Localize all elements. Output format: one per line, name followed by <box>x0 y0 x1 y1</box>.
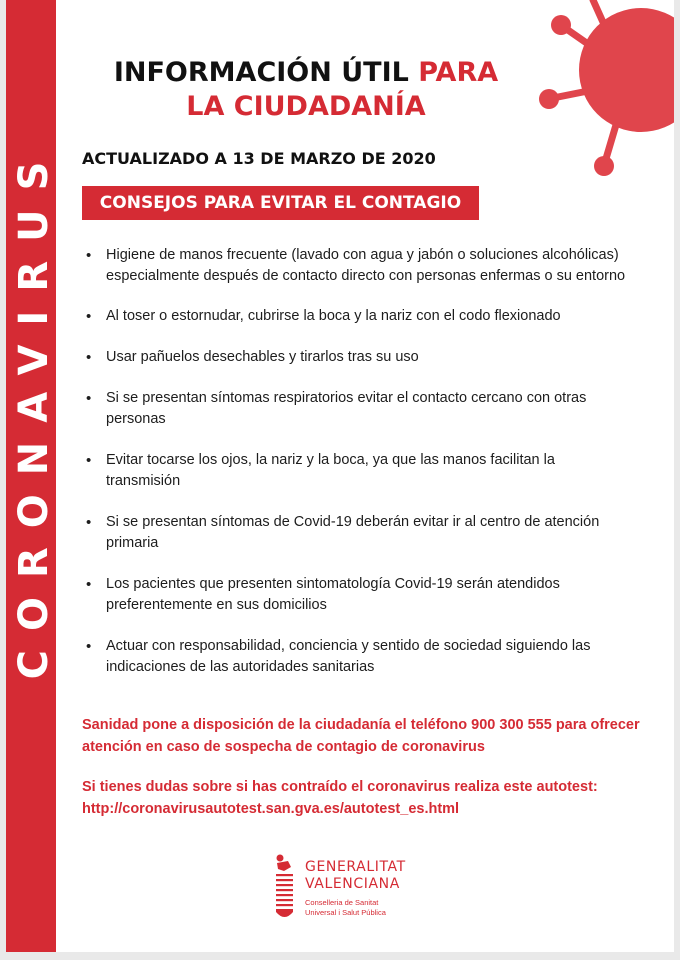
list-item: • Evitar tocarse los ojos, la nariz y la boca, ya que las manos facilitan la transmisión <box>82 450 627 492</box>
generalitat-crest-icon <box>274 852 296 924</box>
logo-name <box>305 859 406 893</box>
logo-sub2: Universal i Salut Pública <box>305 907 386 917</box>
title-line2: LA CIUDADANÍA <box>186 91 426 122</box>
title-line1-black: INFORMACIÓN ÚTIL <box>113 57 409 88</box>
logo-sub1: Conselleria de Sanitat <box>305 898 379 907</box>
list-item: • Los pacientes que presenten sintomatología Covid-19 serán atendidos preferentemente en sus domicilios <box>82 574 627 616</box>
updated-date: ACTUALIZADO A 13 DE MARZO DE 2020 <box>82 149 436 168</box>
tips-list <box>82 245 627 678</box>
list-item: • Si se presentan síntomas respiratorios evitar el contacto cercano con otras personas <box>82 388 627 430</box>
list-item: • Usar pañuelos desechables y tirarlos tras su uso <box>82 347 627 368</box>
title-line1-red: PARA <box>418 57 499 88</box>
logo-line2: VALENCIANA <box>305 876 400 892</box>
section-banner: CONSEJOS PARA EVITAR EL CONTAGIO <box>82 186 479 220</box>
side-label: CORONAVIRUS <box>11 142 57 680</box>
page-title <box>86 56 526 124</box>
logo-line1: GENERALITAT <box>305 859 406 875</box>
autotest-notice: Si tienes dudas sobre si has contraído el coronavirus realiza este autotest: http://coronavirusautotest.san.gva.es/autotest_es.html <box>82 779 598 817</box>
virus-icon <box>521 0 674 200</box>
list-item: • Al toser o estornudar, cubrirse la boca y la nariz con el codo flexionado <box>82 306 627 327</box>
logo-subtitle <box>305 898 386 917</box>
list-item: • Si se presentan síntomas de Covid-19 deberán evitar ir al centro de atención primaria <box>82 512 627 554</box>
phone-notice: Sanidad pone a disposición de la ciudadanía el teléfono 900 300 555 para ofrecer atención en caso de sospecha de contagio de coronavirus <box>82 717 640 755</box>
flyer-page <box>6 0 674 952</box>
list-item: • Actuar con responsabilidad, conciencia y sentido de sociedad siguiendo las indicaciones de las autoridades sanitarias <box>82 636 627 678</box>
list-item: • Higiene de manos frecuente (lavado con agua y jabón o soluciones alcohólicas) especialmente después de contacto directo con personas enfermas o su entorno <box>82 245 627 287</box>
generalitat-logo <box>274 852 434 924</box>
